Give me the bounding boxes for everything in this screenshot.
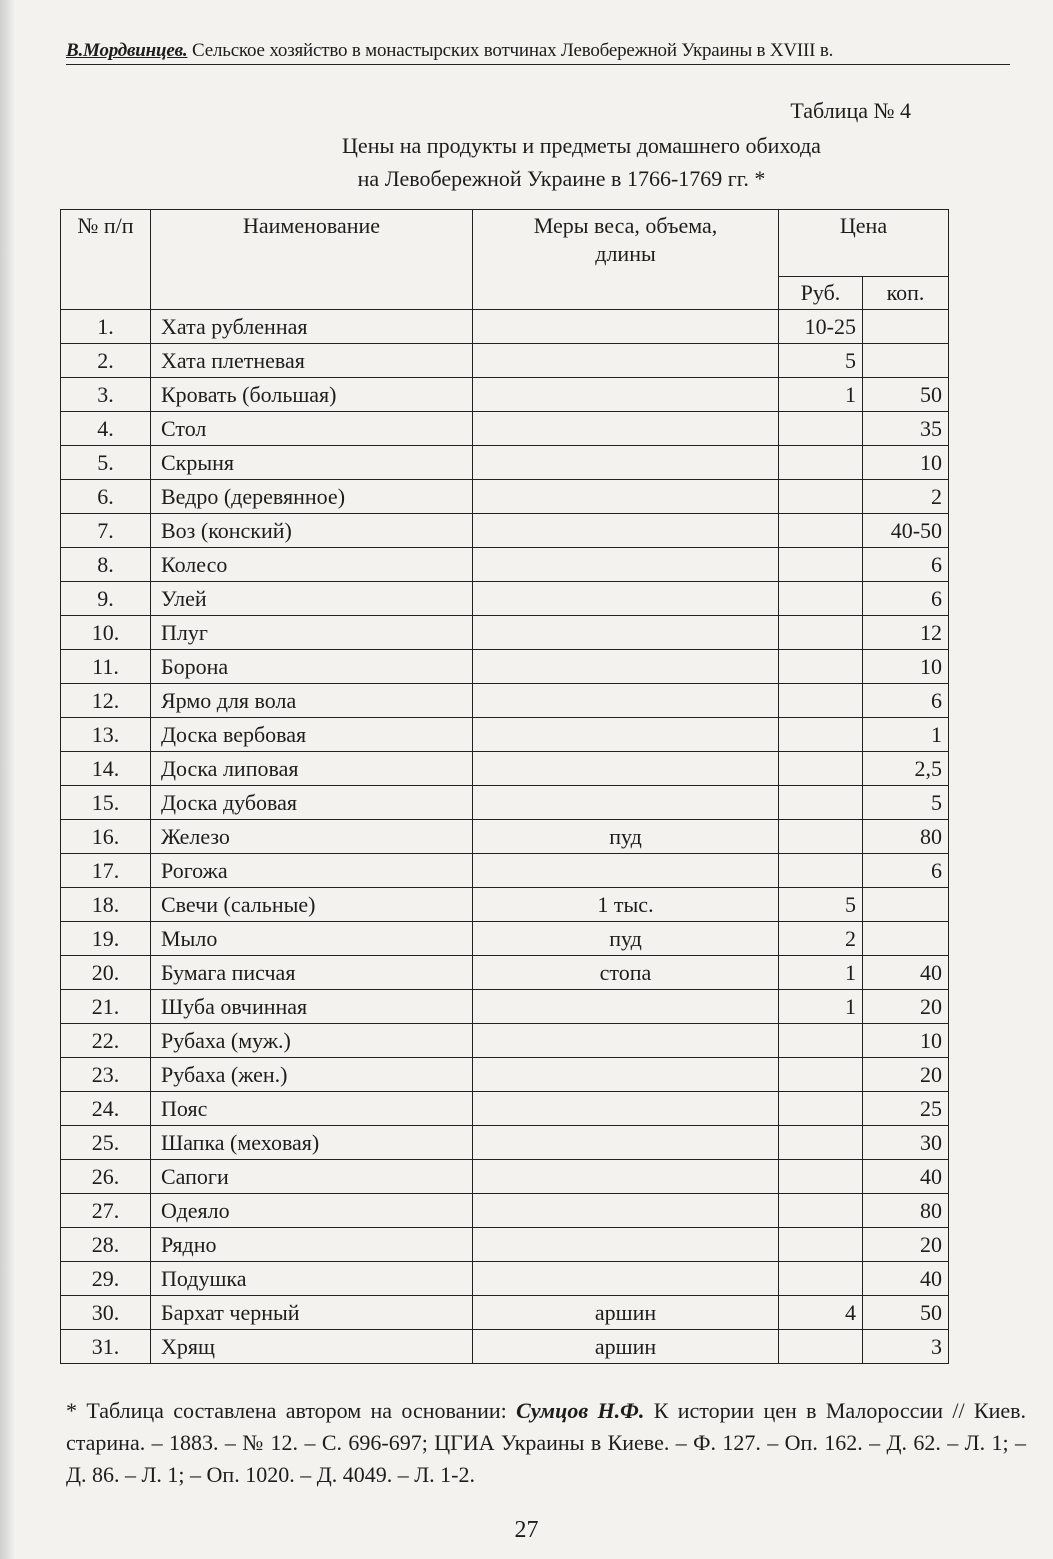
table-row — [61, 1024, 949, 1058]
row-kop: 5 — [863, 786, 949, 820]
header-title: Сельское хозяйство в монастырских вотчинах Левобережной Украины в XVIII в. — [187, 40, 834, 61]
row-number: 7. — [61, 514, 151, 548]
row-number: 13. — [61, 718, 151, 752]
row-name: Пояс — [151, 1092, 473, 1126]
row-measure: пуд — [473, 820, 779, 854]
row-rub — [779, 480, 863, 514]
table-row — [61, 582, 949, 616]
row-rub — [779, 446, 863, 480]
row-kop: 6 — [863, 684, 949, 718]
row-number: 12. — [61, 684, 151, 718]
row-name: Подушка — [151, 1262, 473, 1296]
row-kop: 1 — [863, 718, 949, 752]
row-kop: 50 — [863, 1296, 949, 1330]
row-name: Одеяло — [151, 1194, 473, 1228]
row-number: 1. — [61, 310, 151, 344]
row-rub: 1 — [779, 956, 863, 990]
row-measure — [473, 514, 779, 548]
table-row — [61, 854, 949, 888]
table-label: Таблица № 4 — [790, 98, 911, 123]
table-row — [61, 650, 949, 684]
row-rub: 2 — [779, 922, 863, 956]
row-number: 5. — [61, 446, 151, 480]
footnote-source-author: Сумцов Н.Ф. — [516, 1398, 645, 1423]
col-header-price: Цена — [779, 210, 949, 277]
footnote-rest: К истории цен в Малороссии // Киев. старина. – 1883. – № 12. – С. 696-697; ЦГИА Украины в Киеве. – Ф. 127. – Оп. 162. – Д. 62. – Л. 1; – Д. 86. – Л. 1; – Оп. 1020. – Д. 4049. – Л. 1-2. — [66, 1398, 1027, 1487]
row-measure — [473, 752, 779, 786]
table-row — [61, 1092, 949, 1126]
row-kop: 40 — [863, 1160, 949, 1194]
row-name: Борона — [151, 650, 473, 684]
table-row — [61, 1058, 949, 1092]
row-kop: 40 — [863, 956, 949, 990]
table-row — [61, 752, 949, 786]
row-number: 26. — [61, 1160, 151, 1194]
row-number: 28. — [61, 1228, 151, 1262]
table-row — [61, 548, 949, 582]
row-name: Хрящ — [151, 1330, 473, 1364]
table-row — [61, 344, 949, 378]
row-measure — [473, 718, 779, 752]
row-kop: 2,5 — [863, 752, 949, 786]
row-measure: пуд — [473, 922, 779, 956]
row-rub — [779, 820, 863, 854]
page-number: 27 — [514, 1517, 539, 1543]
row-number: 22. — [61, 1024, 151, 1058]
row-measure — [473, 616, 779, 650]
row-name: Хата плетневая — [151, 344, 473, 378]
row-name: Хата рубленная — [151, 310, 473, 344]
row-number: 14. — [61, 752, 151, 786]
row-kop: 80 — [863, 1194, 949, 1228]
row-rub: 1 — [779, 990, 863, 1024]
row-number: 2. — [61, 344, 151, 378]
table-row — [61, 718, 949, 752]
row-rub — [779, 1228, 863, 1262]
row-number: 25. — [61, 1126, 151, 1160]
table-row — [61, 1194, 949, 1228]
row-rub: 4 — [779, 1296, 863, 1330]
row-kop: 20 — [863, 990, 949, 1024]
row-rub — [779, 616, 863, 650]
row-kop: 6 — [863, 582, 949, 616]
row-measure — [473, 310, 779, 344]
row-name: Рубаха (муж.) — [151, 1024, 473, 1058]
row-kop: 10 — [863, 1024, 949, 1058]
row-measure — [473, 480, 779, 514]
table-row — [61, 1126, 949, 1160]
row-number: 29. — [61, 1262, 151, 1296]
row-kop: 6 — [863, 854, 949, 888]
table-row — [61, 990, 949, 1024]
table-row — [61, 684, 949, 718]
col-header-name: Наименование — [151, 210, 473, 310]
row-kop: 20 — [863, 1058, 949, 1092]
row-number: 6. — [61, 480, 151, 514]
row-measure — [473, 854, 779, 888]
row-kop: 40 — [863, 1262, 949, 1296]
row-name: Улей — [151, 582, 473, 616]
row-rub — [779, 1194, 863, 1228]
col-header-kop: коп. — [863, 277, 949, 310]
row-measure — [473, 1058, 779, 1092]
row-measure — [473, 1126, 779, 1160]
row-number: 30. — [61, 1296, 151, 1330]
row-measure — [473, 1262, 779, 1296]
row-name: Шапка (меховая) — [151, 1126, 473, 1160]
row-rub — [779, 1262, 863, 1296]
row-number: 9. — [61, 582, 151, 616]
row-rub — [779, 786, 863, 820]
row-measure — [473, 412, 779, 446]
row-kop: 12 — [863, 616, 949, 650]
row-number: 4. — [61, 412, 151, 446]
table-row — [61, 1228, 949, 1262]
col-header-rub: Руб. — [779, 277, 863, 310]
row-measure: 1 тыс. — [473, 888, 779, 922]
table-row — [61, 1160, 949, 1194]
row-number: 27. — [61, 1194, 151, 1228]
row-name: Доска липовая — [151, 752, 473, 786]
row-measure: стопа — [473, 956, 779, 990]
row-name: Свечи (сальные) — [151, 888, 473, 922]
row-number: 19. — [61, 922, 151, 956]
running-header — [66, 40, 1010, 65]
row-rub — [779, 650, 863, 684]
col-header-measure-line2: длины — [595, 241, 656, 266]
row-name: Плуг — [151, 616, 473, 650]
row-rub: 1 — [779, 378, 863, 412]
row-kop: 35 — [863, 412, 949, 446]
row-measure — [473, 684, 779, 718]
row-number: 10. — [61, 616, 151, 650]
row-rub — [779, 1126, 863, 1160]
row-rub: 10-25 — [779, 310, 863, 344]
row-measure — [473, 1194, 779, 1228]
table-row — [61, 922, 949, 956]
row-kop — [863, 888, 949, 922]
row-rub — [779, 1330, 863, 1364]
row-rub — [779, 548, 863, 582]
row-name: Доска вербовая — [151, 718, 473, 752]
table-row — [61, 956, 949, 990]
row-number: 11. — [61, 650, 151, 684]
row-measure — [473, 1024, 779, 1058]
table-row — [61, 1296, 949, 1330]
row-name: Рогожа — [151, 854, 473, 888]
row-kop: 10 — [863, 650, 949, 684]
row-kop: 80 — [863, 820, 949, 854]
row-measure — [473, 378, 779, 412]
row-measure: аршин — [473, 1330, 779, 1364]
price-table-body — [61, 310, 949, 1364]
table-row — [61, 378, 949, 412]
row-rub — [779, 684, 863, 718]
row-number: 20. — [61, 956, 151, 990]
table-title-line1: Цены на продукты и предметы домашнего обихода — [342, 133, 821, 158]
row-measure — [473, 1092, 779, 1126]
row-kop: 40-50 — [863, 514, 949, 548]
row-rub — [779, 412, 863, 446]
row-name: Бархат черный — [151, 1296, 473, 1330]
table-row — [61, 310, 949, 344]
row-rub — [779, 1024, 863, 1058]
row-name: Шуба овчинная — [151, 990, 473, 1024]
row-kop — [863, 344, 949, 378]
row-number: 31. — [61, 1330, 151, 1364]
row-name: Скрыня — [151, 446, 473, 480]
row-number: 17. — [61, 854, 151, 888]
row-measure — [473, 548, 779, 582]
row-measure — [473, 990, 779, 1024]
row-rub — [779, 718, 863, 752]
table-row — [61, 820, 949, 854]
row-measure — [473, 650, 779, 684]
row-rub — [779, 854, 863, 888]
table-row — [61, 888, 949, 922]
row-number: 8. — [61, 548, 151, 582]
footnote — [66, 1395, 1026, 1491]
row-name: Железо — [151, 820, 473, 854]
row-measure — [473, 582, 779, 616]
row-measure — [473, 344, 779, 378]
row-kop: 50 — [863, 378, 949, 412]
header-author: В.Мордвинцев. — [66, 40, 188, 61]
col-header-measure — [473, 210, 779, 310]
row-measure — [473, 786, 779, 820]
table-row — [61, 616, 949, 650]
row-kop: 6 — [863, 548, 949, 582]
row-rub — [779, 514, 863, 548]
row-name: Колесо — [151, 548, 473, 582]
row-name: Сапоги — [151, 1160, 473, 1194]
row-number: 21. — [61, 990, 151, 1024]
table-row — [61, 446, 949, 480]
row-measure — [473, 446, 779, 480]
footnote-prefix: * Таблица составлена автором на основании: — [66, 1398, 517, 1423]
row-measure — [473, 1228, 779, 1262]
row-name: Бумага писчая — [151, 956, 473, 990]
row-kop: 10 — [863, 446, 949, 480]
row-measure: аршин — [473, 1296, 779, 1330]
row-name: Мыло — [151, 922, 473, 956]
row-kop — [863, 922, 949, 956]
row-name: Кровать (большая) — [151, 378, 473, 412]
page-edge — [0, 0, 14, 1559]
row-name: Рубаха (жен.) — [151, 1058, 473, 1092]
table-row — [61, 412, 949, 446]
table-title-line2: на Левобережной Украине в 1766-1769 гг. * — [357, 166, 766, 191]
table-row — [61, 514, 949, 548]
row-name: Стол — [151, 412, 473, 446]
row-number: 15. — [61, 786, 151, 820]
row-name: Ярмо для вола — [151, 684, 473, 718]
row-name: Воз (конский) — [151, 514, 473, 548]
table-row — [61, 1262, 949, 1296]
row-rub: 5 — [779, 888, 863, 922]
row-kop — [863, 310, 949, 344]
row-name: Ведро (деревянное) — [151, 480, 473, 514]
row-rub — [779, 1160, 863, 1194]
row-kop: 2 — [863, 480, 949, 514]
table-row — [61, 1330, 949, 1364]
row-kop: 3 — [863, 1330, 949, 1364]
row-number: 23. — [61, 1058, 151, 1092]
row-rub: 5 — [779, 344, 863, 378]
row-number: 3. — [61, 378, 151, 412]
col-header-measure-line1: Меры веса, объема, — [533, 213, 718, 238]
table-row — [61, 480, 949, 514]
price-table-head — [61, 210, 949, 310]
row-kop: 20 — [863, 1228, 949, 1262]
price-table — [60, 209, 949, 1364]
row-rub — [779, 752, 863, 786]
row-number: 24. — [61, 1092, 151, 1126]
row-name: Рядно — [151, 1228, 473, 1262]
row-measure — [473, 1160, 779, 1194]
row-name: Доска дубовая — [151, 786, 473, 820]
col-header-num: № п/п — [61, 210, 151, 310]
row-rub — [779, 1058, 863, 1092]
row-number: 18. — [61, 888, 151, 922]
row-kop: 30 — [863, 1126, 949, 1160]
row-rub — [779, 582, 863, 616]
row-rub — [779, 1092, 863, 1126]
row-kop: 25 — [863, 1092, 949, 1126]
table-row — [61, 786, 949, 820]
row-number: 16. — [61, 820, 151, 854]
